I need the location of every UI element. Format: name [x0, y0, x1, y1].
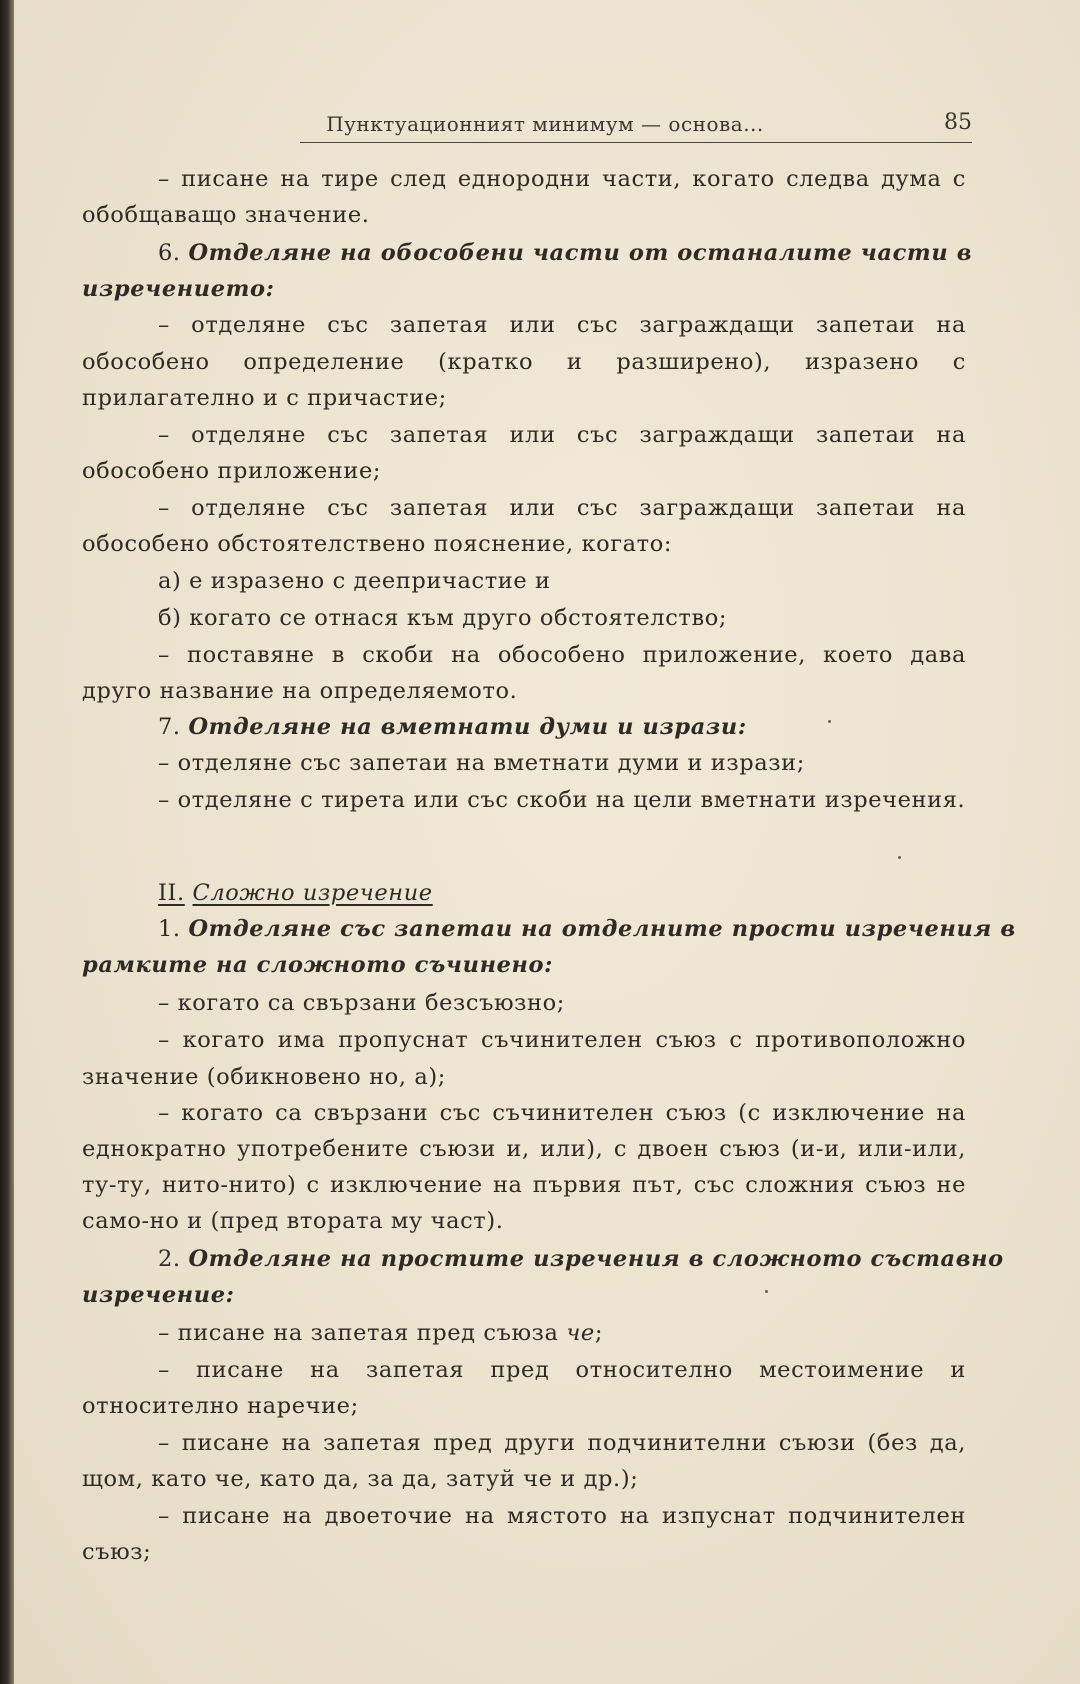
print-speck [898, 856, 901, 859]
text-line: обособено обстоятелствено пояснение, когато: [82, 531, 673, 557]
section-6-heading-cont: изречението: [82, 276, 275, 302]
text-line: само-но и (пред втората му част). [82, 1208, 504, 1234]
text-line: значение (обикновено но, а); [82, 1064, 446, 1090]
text-line: прилагателно и с причастие; [82, 385, 447, 411]
text-line: – отделяне със запетая или със заграждащи запетаи на [158, 495, 966, 521]
text-line: еднократно употребените съюзи и, или), с двоен съюз (и-и, или-или, [82, 1136, 966, 1162]
text-line: обобщаващо значение. [82, 202, 370, 228]
section-1-heading: 1. Отделяне със запетаи на отделните прости изречения в [158, 916, 1016, 942]
book-spine [0, 0, 14, 1684]
text-line: – писане на запетая пред относително местоимение и [158, 1357, 966, 1383]
text-line: – когато са свързани със съчинителен съюз (с изключение на [158, 1100, 966, 1126]
text-line: – когато са свързани безсъюзно; [158, 990, 565, 1016]
text-line: щом, като че, като да, за да, затуй че и др.); [82, 1466, 639, 1492]
page-number: 85 [944, 110, 972, 135]
text-line: – писане на запетая пред други подчинителни съюзи (без да, [158, 1430, 966, 1456]
print-speck [828, 720, 831, 723]
section-2-heading: 2. Отделяне на простите изречения в сложното съставно [158, 1246, 1004, 1272]
text-line: съюз; [82, 1539, 152, 1565]
running-header [300, 112, 972, 143]
text-line: – отделяне с тирета или със скоби на цели вметнати изречения. [158, 787, 966, 813]
section-7-heading: 7. Отделяне на вметнати думи и изрази: [158, 714, 747, 740]
text-line: – писане на двоеточие на мястото на изпуснат подчинителен [158, 1503, 966, 1529]
header-title: Пунктуационният минимум — основа... [326, 112, 764, 136]
text-line: – писане на тире след еднородни части, когато следва дума с [158, 166, 966, 192]
text-line: б) когато се отнася към друго обстоятелство; [158, 605, 728, 631]
text-line: обособено приложение; [82, 458, 382, 484]
text-line: – отделяне със запетаи на вметнати думи и изрази; [158, 750, 805, 776]
text-line: – когато има пропуснат съчинителен съюз с противоположно [158, 1027, 966, 1053]
text-line: – отделяне със запетая или със заграждащи запетаи на [158, 422, 966, 448]
text-line: обособено определение (кратко и разширено), изразено с [82, 349, 966, 375]
section-2-heading-cont: изречение: [82, 1282, 235, 1308]
text-line: ту-ту, нито-нито) с изключение на първия път, със сложния съюз не [82, 1172, 966, 1198]
section-II-heading: II. Сложно изречение [158, 880, 433, 906]
section-6-heading: 6. Отделяне на обособени части от останалите части в [158, 240, 973, 266]
text-line: друго название на определяемото. [82, 678, 518, 704]
text-line: – поставяне в скоби на обособено приложение, което дава [158, 642, 966, 668]
section-1-heading-cont: рамките на сложното съчинено: [82, 952, 554, 978]
text-line: – писане на запетая пред съюза че; [158, 1320, 604, 1346]
print-speck [765, 1290, 768, 1293]
text-line: относително наречие; [82, 1393, 359, 1419]
text-line: а) е изразено с деепричастие и [158, 568, 551, 594]
text-line: – отделяне със запетая или със заграждащи запетаи на [158, 312, 966, 338]
